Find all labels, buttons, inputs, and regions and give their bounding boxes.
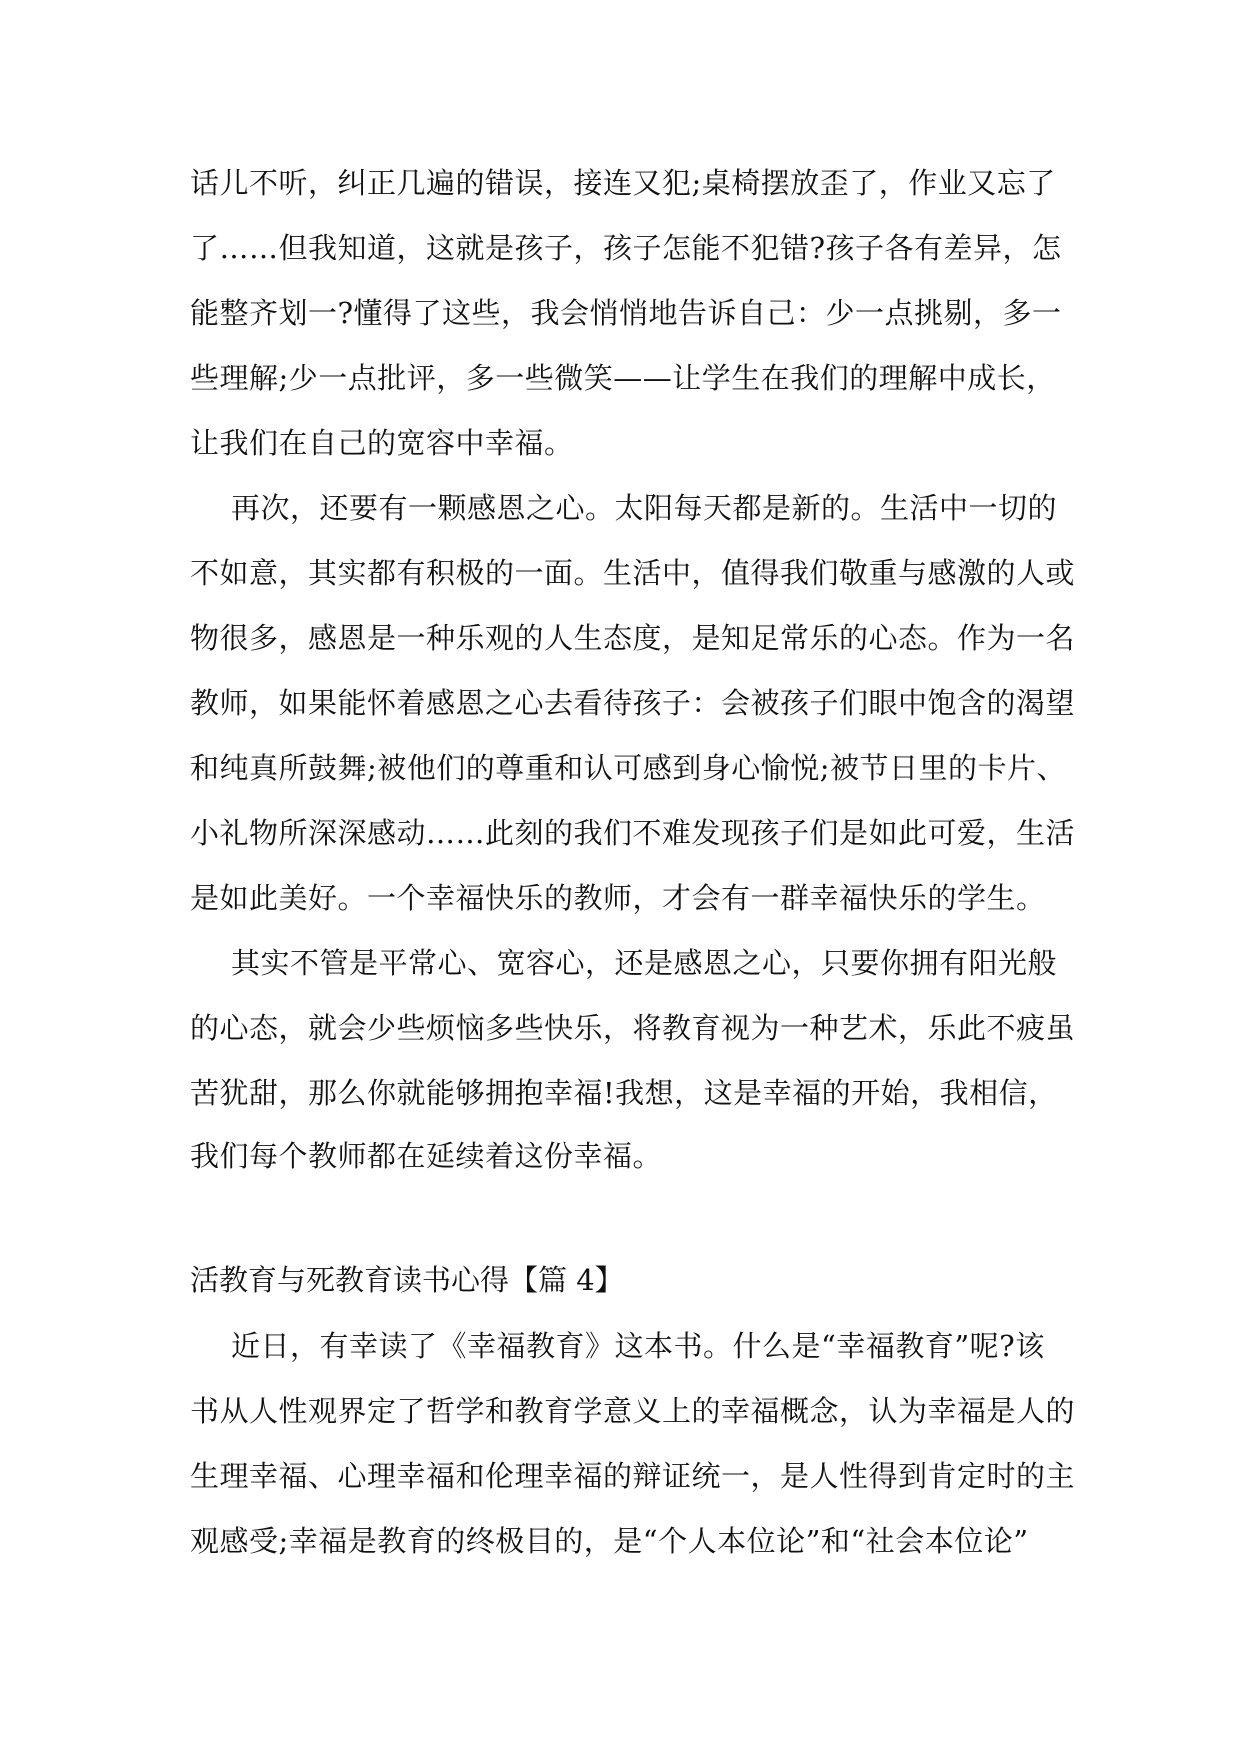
- paragraph-1-line-1: 话儿不听，纠正几遍的错误，接连又犯;桌椅摆放歪了，作业又忘了: [190, 166, 1056, 200]
- section-heading: 活教育与死教育读书心得【篇 4】: [190, 1263, 624, 1297]
- paragraph-2-line-1: 再次，还要有一颗感恩之心。太阳每天都是新的。生活中一切的: [231, 491, 1058, 525]
- paragraph-4-line-3: 生理幸福、心理幸福和伦理幸福的辩证统一，是人性得到肯定时的主: [190, 1459, 1076, 1493]
- paragraph-4-line-1: 近日，有幸读了《幸福教育》这本书。什么是“幸福教育”呢?该: [231, 1329, 1045, 1363]
- paragraph-3-line-2: 的心态，就会少些烦恼多些快乐，将教育视为一种艺术，乐此不疲虽: [190, 1011, 1076, 1045]
- paragraph-2-line-3: 物很多，感恩是一种乐观的人生态度，是知足常乐的心态。作为一名: [190, 621, 1076, 655]
- paragraph-4-line-2: 书从人性观界定了哲学和教育学意义上的幸福概念，认为幸福是人的: [190, 1394, 1076, 1428]
- paragraph-1-line-2: 了……但我知道，这就是孩子，孩子怎能不犯错?孩子各有差异，怎: [190, 231, 1062, 265]
- paragraph-1-line-3: 能整齐划一?懂得了这些，我会悄悄地告诉自己：少一点挑剔，多一: [190, 296, 1062, 330]
- paragraph-2-line-2: 不如意，其实都有积极的一面。生活中，值得我们敬重与感激的人或: [190, 556, 1076, 590]
- paragraph-4-line-4: 观感受;幸福是教育的终极目的，是“个人本位论”和“社会本位论”: [190, 1524, 1029, 1558]
- paragraph-2-line-5: 和纯真所鼓舞;被他们的尊重和认可感到身心愉悦;被节日里的卡片、: [190, 751, 1067, 785]
- paragraph-2-line-4: 教师，如果能怀着感恩之心去看待孩子：会被孩子们眼中饱含的渴望: [190, 686, 1076, 720]
- paragraph-3-line-4: 我们每个教师都在延续着这份幸福。: [190, 1139, 663, 1173]
- paragraph-2-line-6: 小礼物所深深感动……此刻的我们不难发现孩子们是如此可爱，生活: [190, 816, 1076, 850]
- paragraph-1-line-5: 让我们在自己的宽容中幸福。: [190, 426, 574, 460]
- paragraph-1-line-4: 些理解;少一点批评，多一些微笑——让学生在我们的理解中成长，: [190, 361, 1056, 395]
- paragraph-3-line-3: 苦犹甜，那么你就能够拥抱幸福!我想，这是幸福的开始，我相信，: [190, 1076, 1058, 1110]
- paragraph-2-line-7: 是如此美好。一个幸福快乐的教师，才会有一群幸福快乐的学生。: [190, 881, 1046, 915]
- paragraph-3-line-1: 其实不管是平常心、宽容心，还是感恩之心，只要你拥有阳光般: [231, 946, 1058, 980]
